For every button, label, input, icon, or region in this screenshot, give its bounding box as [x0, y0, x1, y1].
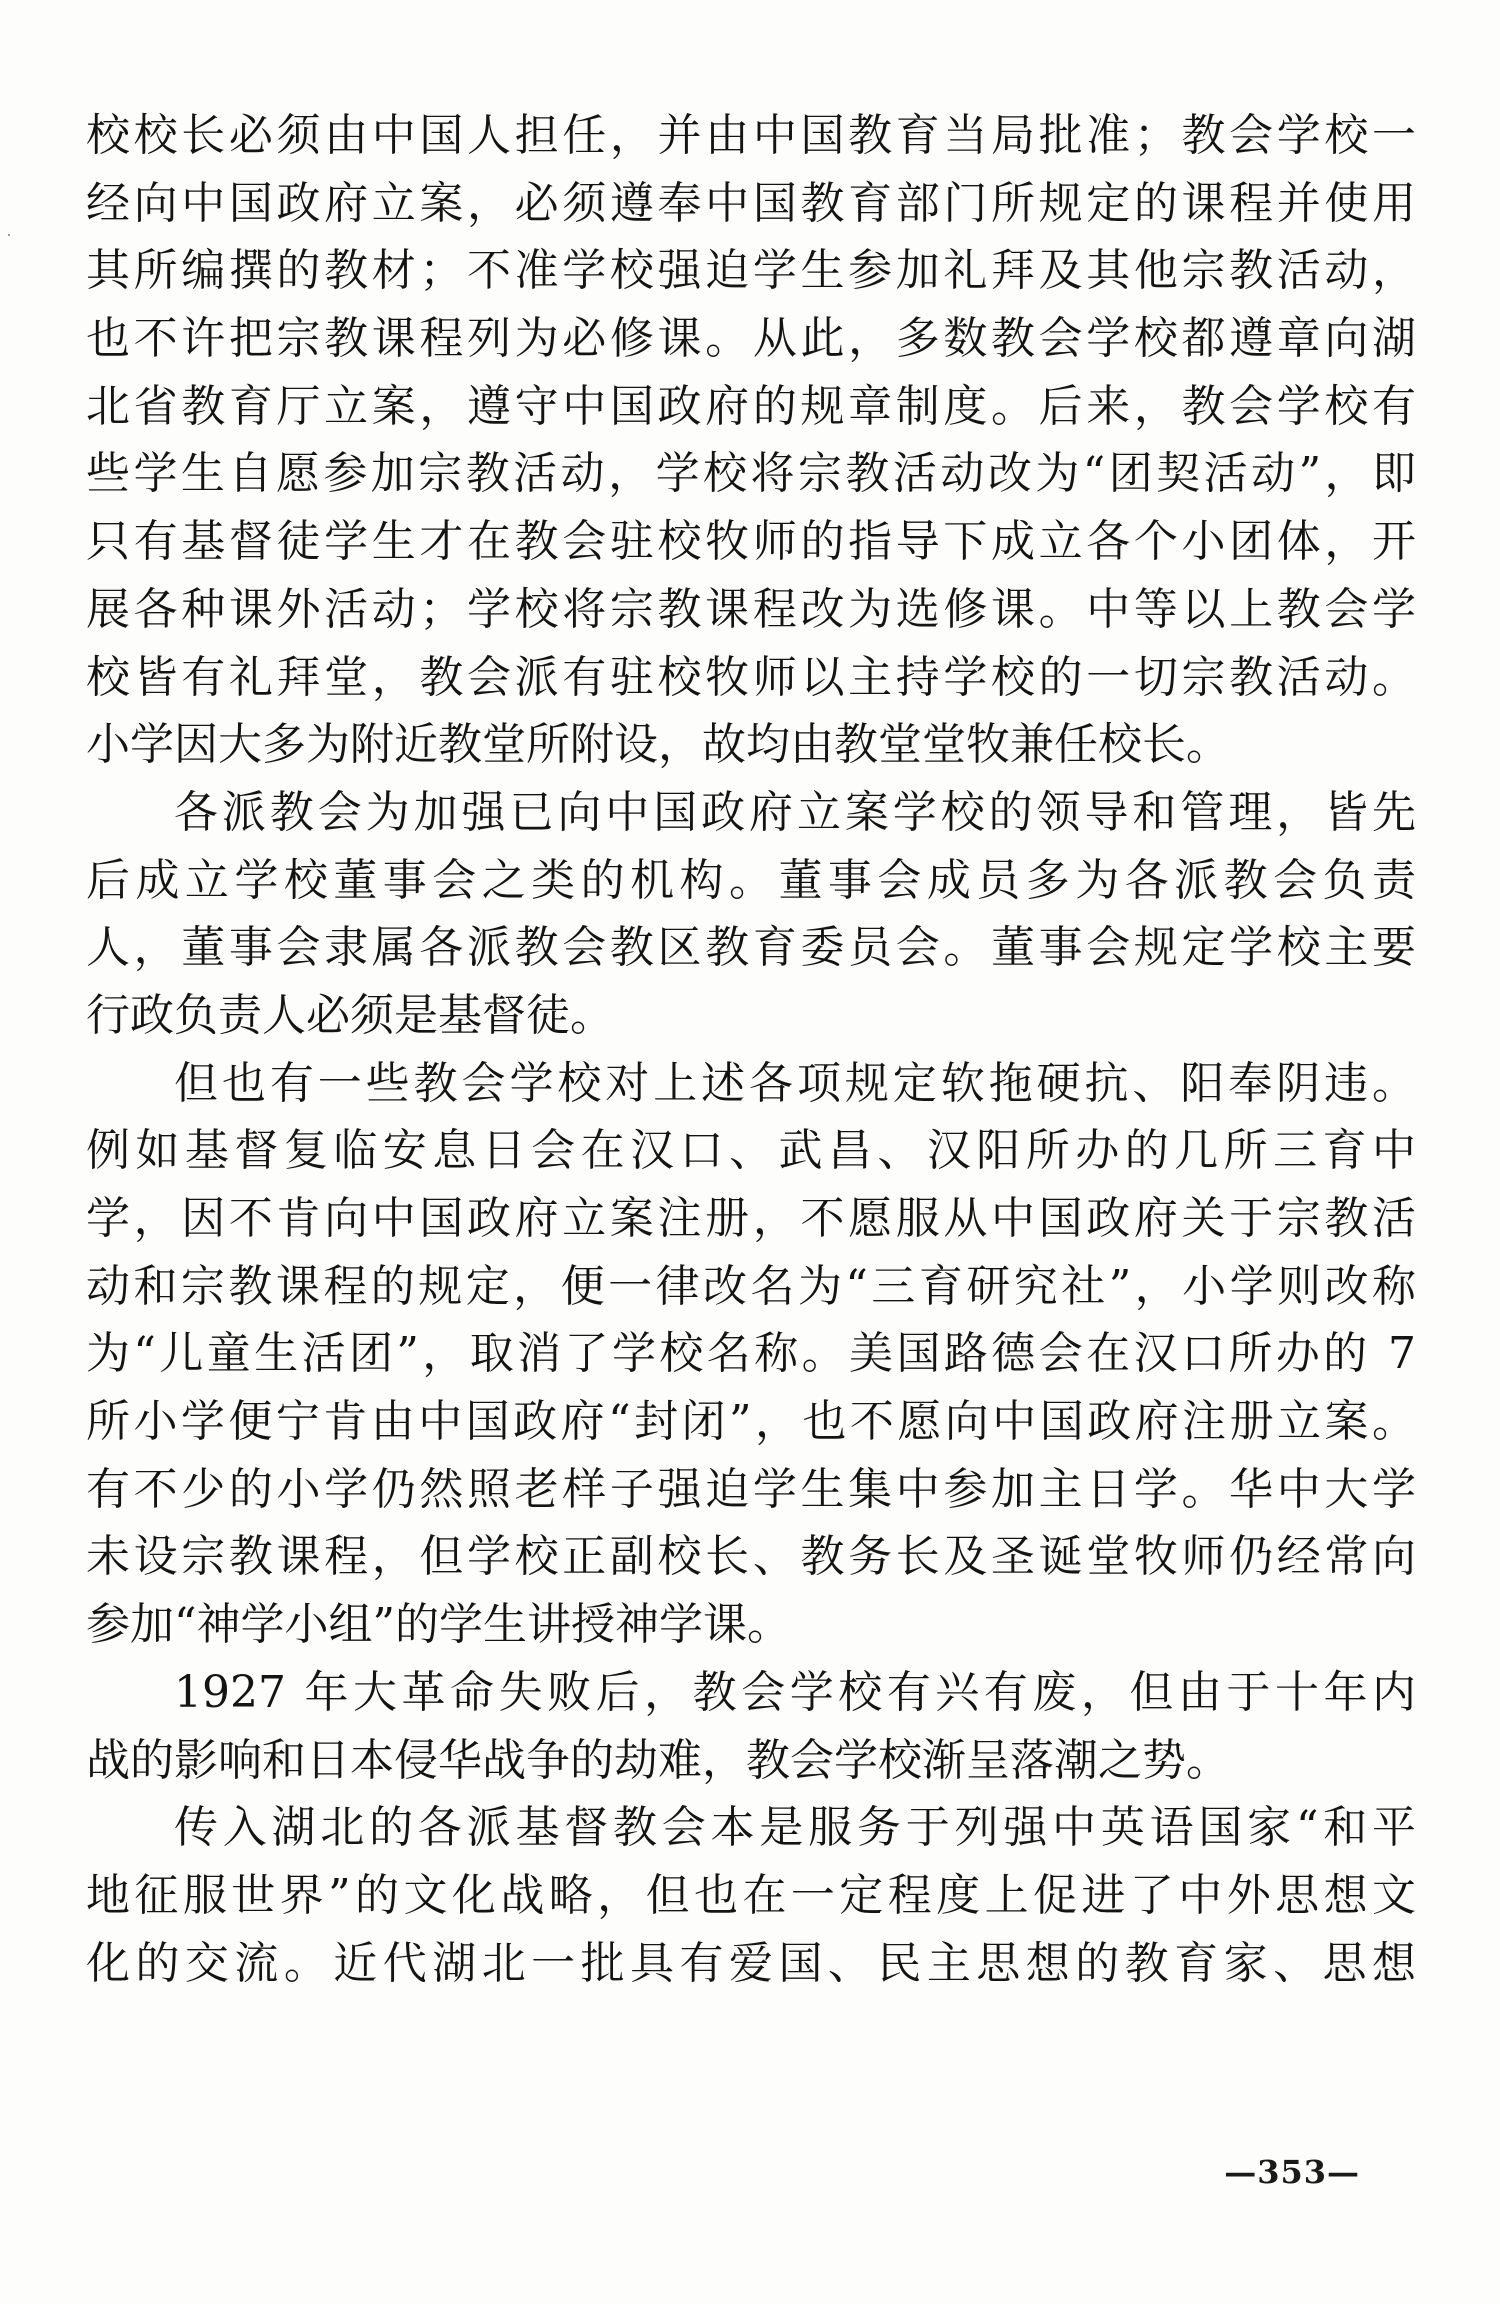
- text-line: 动和宗教课程的规定，便一律改名为“三育研究社”，小学则改称: [86, 1260, 1416, 1312]
- page-number: —353—: [1224, 2153, 1360, 2191]
- text-line: 各派教会为加强已向中国政府立案学校的领导和管理，皆先: [174, 786, 1416, 838]
- text-line: 行政负责人必须是基督徒。: [86, 989, 614, 1041]
- text-line: 未设宗教课程，但学校正副校长、教务长及圣诞堂牧师仍经常向: [86, 1531, 1416, 1583]
- text-line: 人，董事会隶属各派教会教区教育委员会。董事会规定学校主要: [86, 922, 1416, 974]
- margin-mark: [8, 234, 10, 236]
- text-line: 化的交流。近代湖北一批具有爱国、民主思想的教育家、思想: [86, 1937, 1416, 1989]
- text-line: 例如基督复临安息日会在汉口、武昌、汉阳所办的几所三育中: [86, 1125, 1416, 1177]
- text-line: 地征服世界”的文化战略，但也在一定程度上促进了中外思想文: [86, 1869, 1416, 1921]
- text-line: 些学生自愿参加宗教活动，学校将宗教活动改为“团契活动”，即: [86, 448, 1416, 500]
- text-line: 参加“神学小组”的学生讲授神学课。: [86, 1599, 791, 1651]
- text-line: 但也有一些教会学校对上述各项规定软拖硬抗、阳奉阴违。: [174, 1057, 1416, 1109]
- text-line: 校校长必须由中国人担任，并由中国教育当局批准；教会学校一: [86, 110, 1416, 161]
- text-line: 有不少的小学仍然照老样子强迫学生集中参加主日学。华中大学: [86, 1463, 1416, 1515]
- text-line: 1927 年大革命失败后，教会学校有兴有废，但由于十年内: [174, 1666, 1416, 1718]
- text-line: 只有基督徒学生才在教会驻校牧师的指导下成立各个小团体，开: [86, 516, 1416, 568]
- body-text: [86, 102, 1416, 1997]
- text-line: 后成立学校董事会之类的机构。董事会成员多为各派教会负责: [86, 854, 1416, 906]
- text-line: 战的影响和日本侵华战争的劫难，教会学校渐呈落潮之势。: [86, 1734, 1230, 1786]
- text-line: 也不许把宗教课程列为必修课。从此，多数教会学校都遵章向湖: [86, 313, 1416, 365]
- text-line: 经向中国政府立案，必须遵奉中国教育部门所规定的课程并使用: [86, 177, 1416, 229]
- text-line: 展各种课外活动；学校将宗教课程改为选修课。中等以上教会学: [86, 583, 1416, 635]
- text-line: 传入湖北的各派基督教会本是服务于列强中英语国家“和平: [174, 1802, 1416, 1854]
- text-line: 校皆有礼拜堂，教会派有驻校牧师以主持学校的一切宗教活动。: [86, 651, 1416, 703]
- text-line: 其所编撰的教材；不准学校强迫学生参加礼拜及其他宗教活动，: [86, 245, 1416, 297]
- text-line: 所小学便宁肯由中国政府“封闭”，也不愿向中国政府注册立案。: [86, 1396, 1416, 1448]
- text-line: 学，因不肯向中国政府立案注册，不愿服从中国政府关于宗教活: [86, 1193, 1416, 1244]
- text-line: 北省教育厅立案，遵守中国政府的规章制度。后来，教会学校有: [86, 380, 1416, 432]
- text-line: 小学因大多为附近教堂所附设，故均由教堂堂牧兼任校长。: [86, 719, 1230, 771]
- text-line: 为“儿童生活团”，取消了学校名称。美国路德会在汉口所办的 7: [86, 1328, 1416, 1380]
